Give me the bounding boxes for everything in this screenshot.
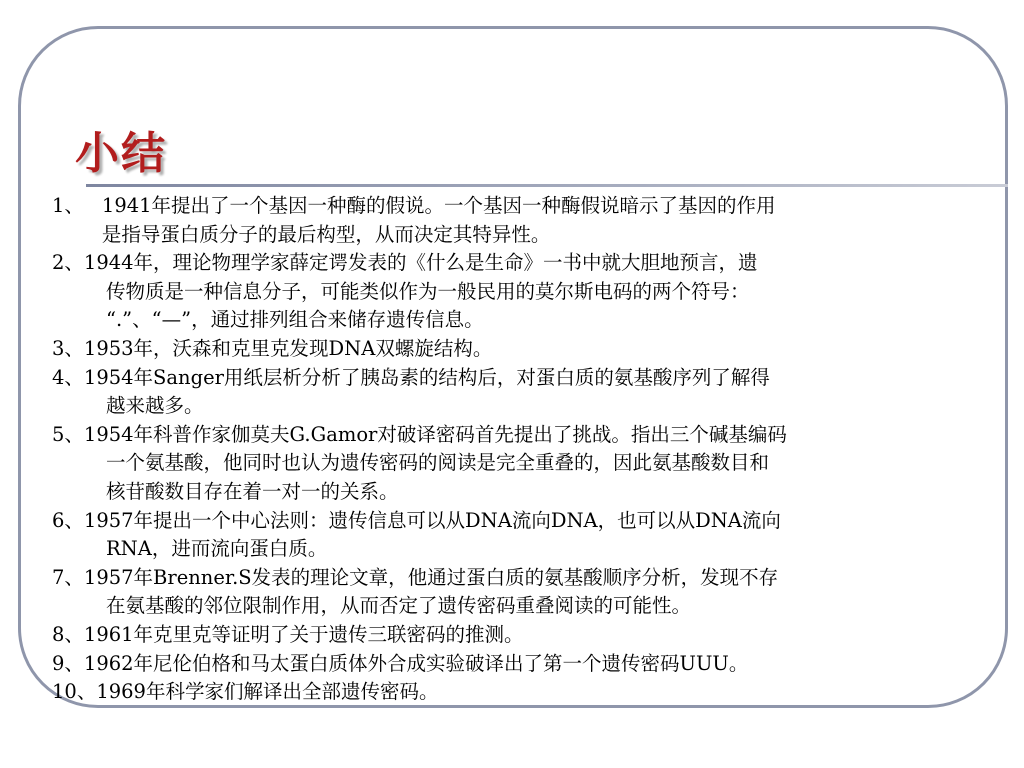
item-line: 传物质是一种信息分子，可能类似作为一般民用的莫尔斯电码的两个符号： <box>106 279 750 303</box>
item-line <box>52 621 992 650</box>
list-item <box>52 564 992 621</box>
list-item <box>52 249 992 335</box>
item-line <box>52 249 992 278</box>
list-item <box>52 364 992 421</box>
item-line: 1941年提出了一个基因一种酶的假说。一个基因一种酶假说暗示了基因的作用 <box>101 194 776 217</box>
list-item <box>52 421 992 507</box>
item-number: 2、 <box>52 251 84 275</box>
item-number: 8、 <box>52 622 84 646</box>
item-line-text: 1969年科学家们解译出全部遗传密码。 <box>96 680 439 704</box>
item-text <box>52 507 992 564</box>
item-text <box>52 364 992 421</box>
item-line: 是指导蛋白质分子的最后构型，从而决定其特异性。 <box>101 222 551 246</box>
item-number: 1、 <box>52 194 84 217</box>
item-line: RNA，进而流向蛋白质。 <box>106 537 328 561</box>
item-line <box>52 564 992 593</box>
item-number: 6、 <box>52 508 84 532</box>
item-text <box>52 650 992 679</box>
item-line: “.”、“—”，通过排列组合来储存遗传信息。 <box>106 308 484 332</box>
item-text <box>52 621 992 650</box>
item-line <box>52 421 992 450</box>
item-line-text: 1954年Sanger用纸层析分析了胰岛素的结构后，对蛋白质的氨基酸序列了解得 <box>83 365 770 389</box>
item-line-text: 1953年，沃森和克里克发现DNA双螺旋结构。 <box>83 336 493 360</box>
list-item <box>52 507 992 564</box>
summary-list <box>52 192 992 707</box>
item-line <box>52 364 992 393</box>
item-line <box>52 335 992 364</box>
item-text <box>52 564 992 621</box>
list-item <box>52 192 992 249</box>
item-number: 7、 <box>52 565 84 589</box>
list-item <box>52 621 992 650</box>
item-line-text: 1954年科普作家伽莫夫G.Gamor对破译密码首先提出了挑战。指出三个碱基编码 <box>83 422 787 446</box>
slide-title: 小结 <box>75 128 167 179</box>
title-underline <box>86 184 1008 187</box>
item-number: 4、 <box>52 365 84 389</box>
item-text <box>52 335 992 364</box>
item-number: 9、 <box>52 651 84 675</box>
item-line: 核苷酸数目存在着一对一的关系。 <box>106 479 399 503</box>
item-line <box>52 507 992 536</box>
list-item <box>52 678 992 707</box>
item-text <box>52 678 992 707</box>
list-item <box>52 650 992 679</box>
item-line: 一个氨基酸，他同时也认为遗传密码的阅读是完全重叠的，因此氨基酸数目和 <box>106 451 770 475</box>
item-number: 10、 <box>52 680 97 704</box>
item-line-text: 1957年提出一个中心法则：遗传信息可以从DNA流向DNA，也可以从DNA流向 <box>83 508 781 532</box>
item-line-text: 1961年克里克等证明了关于遗传三联密码的推测。 <box>83 622 524 646</box>
item-text <box>52 421 992 507</box>
item-number: 5、 <box>52 422 84 446</box>
number-gap <box>84 192 102 249</box>
item-text <box>102 192 992 249</box>
item-line: 在氨基酸的邻位限制作用，从而否定了遗传密码重叠阅读的可能性。 <box>106 594 692 618</box>
item-line <box>52 678 992 707</box>
item-line-text: 1962年尼伦伯格和马太蛋白质体外合成实验破译出了第一个遗传密码UUU。 <box>83 651 749 675</box>
item-line-text: 1957年Brenner.S发表的理论文章，他通过蛋白质的氨基酸顺序分析，发现不存 <box>83 565 779 589</box>
item-text <box>52 249 992 335</box>
item-line: 越来越多。 <box>106 394 204 418</box>
item-line <box>52 650 992 679</box>
item-number: 3、 <box>52 336 84 360</box>
list-item <box>52 335 992 364</box>
item-line-text: 1944年，理论物理学家薛定谔发表的《什么是生命》一书中就大胆地预言，遗 <box>83 251 758 275</box>
